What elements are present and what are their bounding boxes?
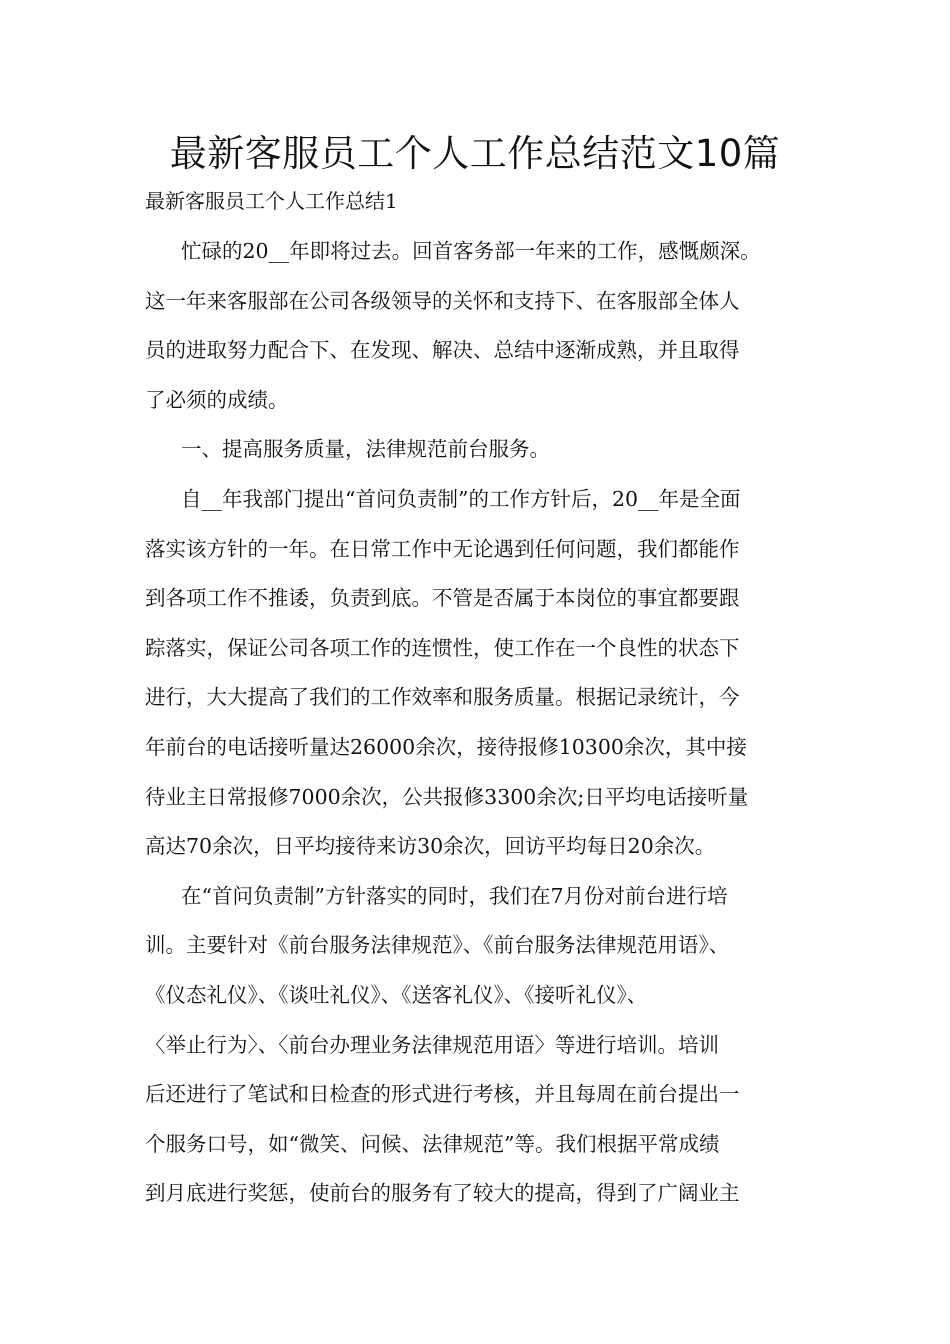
text-line: 员的进取努力配合下、在发现、解决、总结中逐渐成熟，并且取得 [145,338,740,363]
paragraph [145,233,825,431]
text-line: 落实该方针的一年。在日常工作中无论遇到任何问题，我们都能作 [145,536,740,561]
text-line: 到各项工作不推诿，负责到底。不管是否属于本岗位的事宜都要跟 [145,586,740,611]
paragraph [145,878,825,1225]
text-line: 进行，大大提高了我们的工作效率和服务质量。根据记录统计，今 [145,685,740,710]
section-subtitle: 最新客服员工个人工作总结1 [145,189,398,213]
text-line: 待业主日常报修7000余次，公共报修3300余次;日平均电话接听量 [145,784,749,809]
text-line: 《仪态礼仪》、《谈吐礼仪》、《送客礼仪》、《接听礼仪》、 [145,982,648,1007]
text-line: 了必须的成绩。 [145,387,289,412]
text-line: 自__年我部门提出“首问负责制”的工作方针后，20__年是全面 [181,486,741,511]
text-line: 这一年来客服部在公司各级领导的关怀和支持下、在客服部全体人 [145,288,740,313]
text-line: 〈举止行为〉、〈前台办理业务法律规范用语〉等进行培训。培训 [145,1032,719,1057]
text-line: 到月底进行奖惩，使前台的服务有了较大的提高，得到了广阔业主 [145,1181,740,1206]
paragraph [145,481,825,878]
text-line: 年前台的电话接听量达26000余次，接待报修10300余次，其中接 [145,734,747,759]
text-line: 后还进行了笔试和日检查的形式进行考核，并且每周在前台提出一 [145,1082,740,1107]
document-body [145,233,825,1225]
text-line: 高达70余次，日平均接待来访30余次，回访平均每日20余次。 [145,834,716,859]
section-heading [145,431,825,481]
text-line: 在“首问负责制”方针落实的同时，我们在7月份对前台进行培 [181,883,728,908]
text-line: 忙碌的20__年即将过去。回首客务部一年来的工作，感慨颇深。 [181,239,761,263]
text-line: 个服务口号，如“微笑、问候、法律规范”等。我们根据平常成绩 [145,1131,720,1156]
text-line: 一、提高服务质量，法律规范前台服务。 [181,437,550,462]
document-title: 最新客服员工个人工作总结范文10篇 [169,132,781,175]
text-line: 踪落实，保证公司各项工作的连惯性，使工作在一个良性的状态下 [145,635,740,660]
text-line: 训。主要针对《前台服务法律规范》、《前台服务法律规范用语》、 [145,933,730,958]
